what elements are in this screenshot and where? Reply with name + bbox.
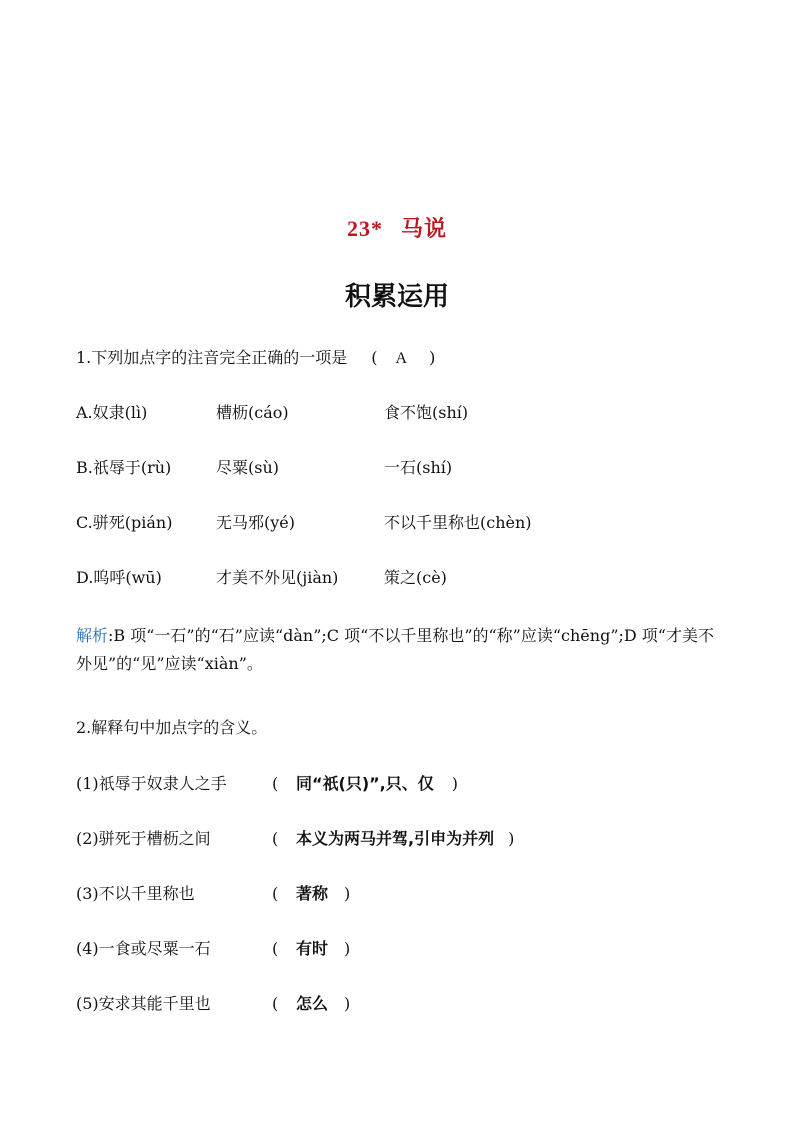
sub-answer: 怎么 ) xyxy=(296,994,351,1013)
open-paren: ( xyxy=(272,774,279,793)
question-1-answer: A xyxy=(395,350,408,367)
sub-question-text: (4)一食或尽粟一石 xyxy=(76,939,211,958)
sub-answer: 著称 ) xyxy=(296,884,351,903)
option-d-item-3: 策之(cè) xyxy=(384,568,447,587)
lesson-name: 马说 xyxy=(400,216,447,242)
lesson-number: 23* xyxy=(346,216,383,241)
option-a-item-2: 槽枥(cáo) xyxy=(216,403,289,422)
sub-question-text: (5)安求其能千里也 xyxy=(76,994,211,1013)
option-c-item-2: 无马邪(yé) xyxy=(216,513,295,532)
analysis-text: :B 项“一石”的“石”应读“dàn”;C 项“不以千里称也”的“称”应读“chēng”;D 项“才美不外见”的“见”应读“xiàn”。 xyxy=(76,626,714,673)
analysis-label: 解析 xyxy=(76,626,109,645)
lesson-title xyxy=(0,212,794,243)
sub-answer: 本义为两马并驾,引申为并列 ) xyxy=(296,829,515,848)
option-b-item-2: 尽粟(sù) xyxy=(216,458,280,477)
option-a-item-1: A.奴隶(lì) xyxy=(76,403,148,422)
option-b-item-1: B.祇辱于(rù) xyxy=(76,458,172,477)
open-paren: ( xyxy=(272,994,279,1013)
open-paren: ( xyxy=(272,829,279,848)
sub-question-text: (2)骈死于槽枥之间 xyxy=(76,829,211,848)
section-title: 积累运用 xyxy=(344,282,449,312)
answer-close-paren: ) xyxy=(429,348,436,367)
option-a-item-3: 食不饱(shí) xyxy=(384,403,469,422)
option-d-item-2: 才美不外见(jiàn) xyxy=(216,568,339,587)
sub-question-text: (1)祇辱于奴隶人之手 xyxy=(76,774,227,793)
open-paren: ( xyxy=(272,939,279,958)
sub-answer: 同“祇(只)”,只、仅 ) xyxy=(296,774,458,793)
question-1-text: 1.下列加点字的注音完全正确的一项是 xyxy=(76,348,348,367)
question-2-stem: 2.解释句中加点字的含义。 xyxy=(76,718,268,737)
sub-answer: 有时 ) xyxy=(296,939,351,958)
sub-question-text: (3)不以千里称也 xyxy=(76,884,195,903)
question-1-stem xyxy=(76,348,435,369)
open-paren: ( xyxy=(272,884,279,903)
question-1-analysis xyxy=(76,622,726,678)
answer-open-paren: ( xyxy=(371,348,378,367)
option-c-item-3: 不以千里称也(chèn) xyxy=(384,513,532,532)
option-d-item-1: D.呜呼(wū) xyxy=(76,568,162,587)
option-c-item-1: C.骈死(pián) xyxy=(76,513,173,532)
option-b-item-3: 一石(shí) xyxy=(384,458,453,477)
